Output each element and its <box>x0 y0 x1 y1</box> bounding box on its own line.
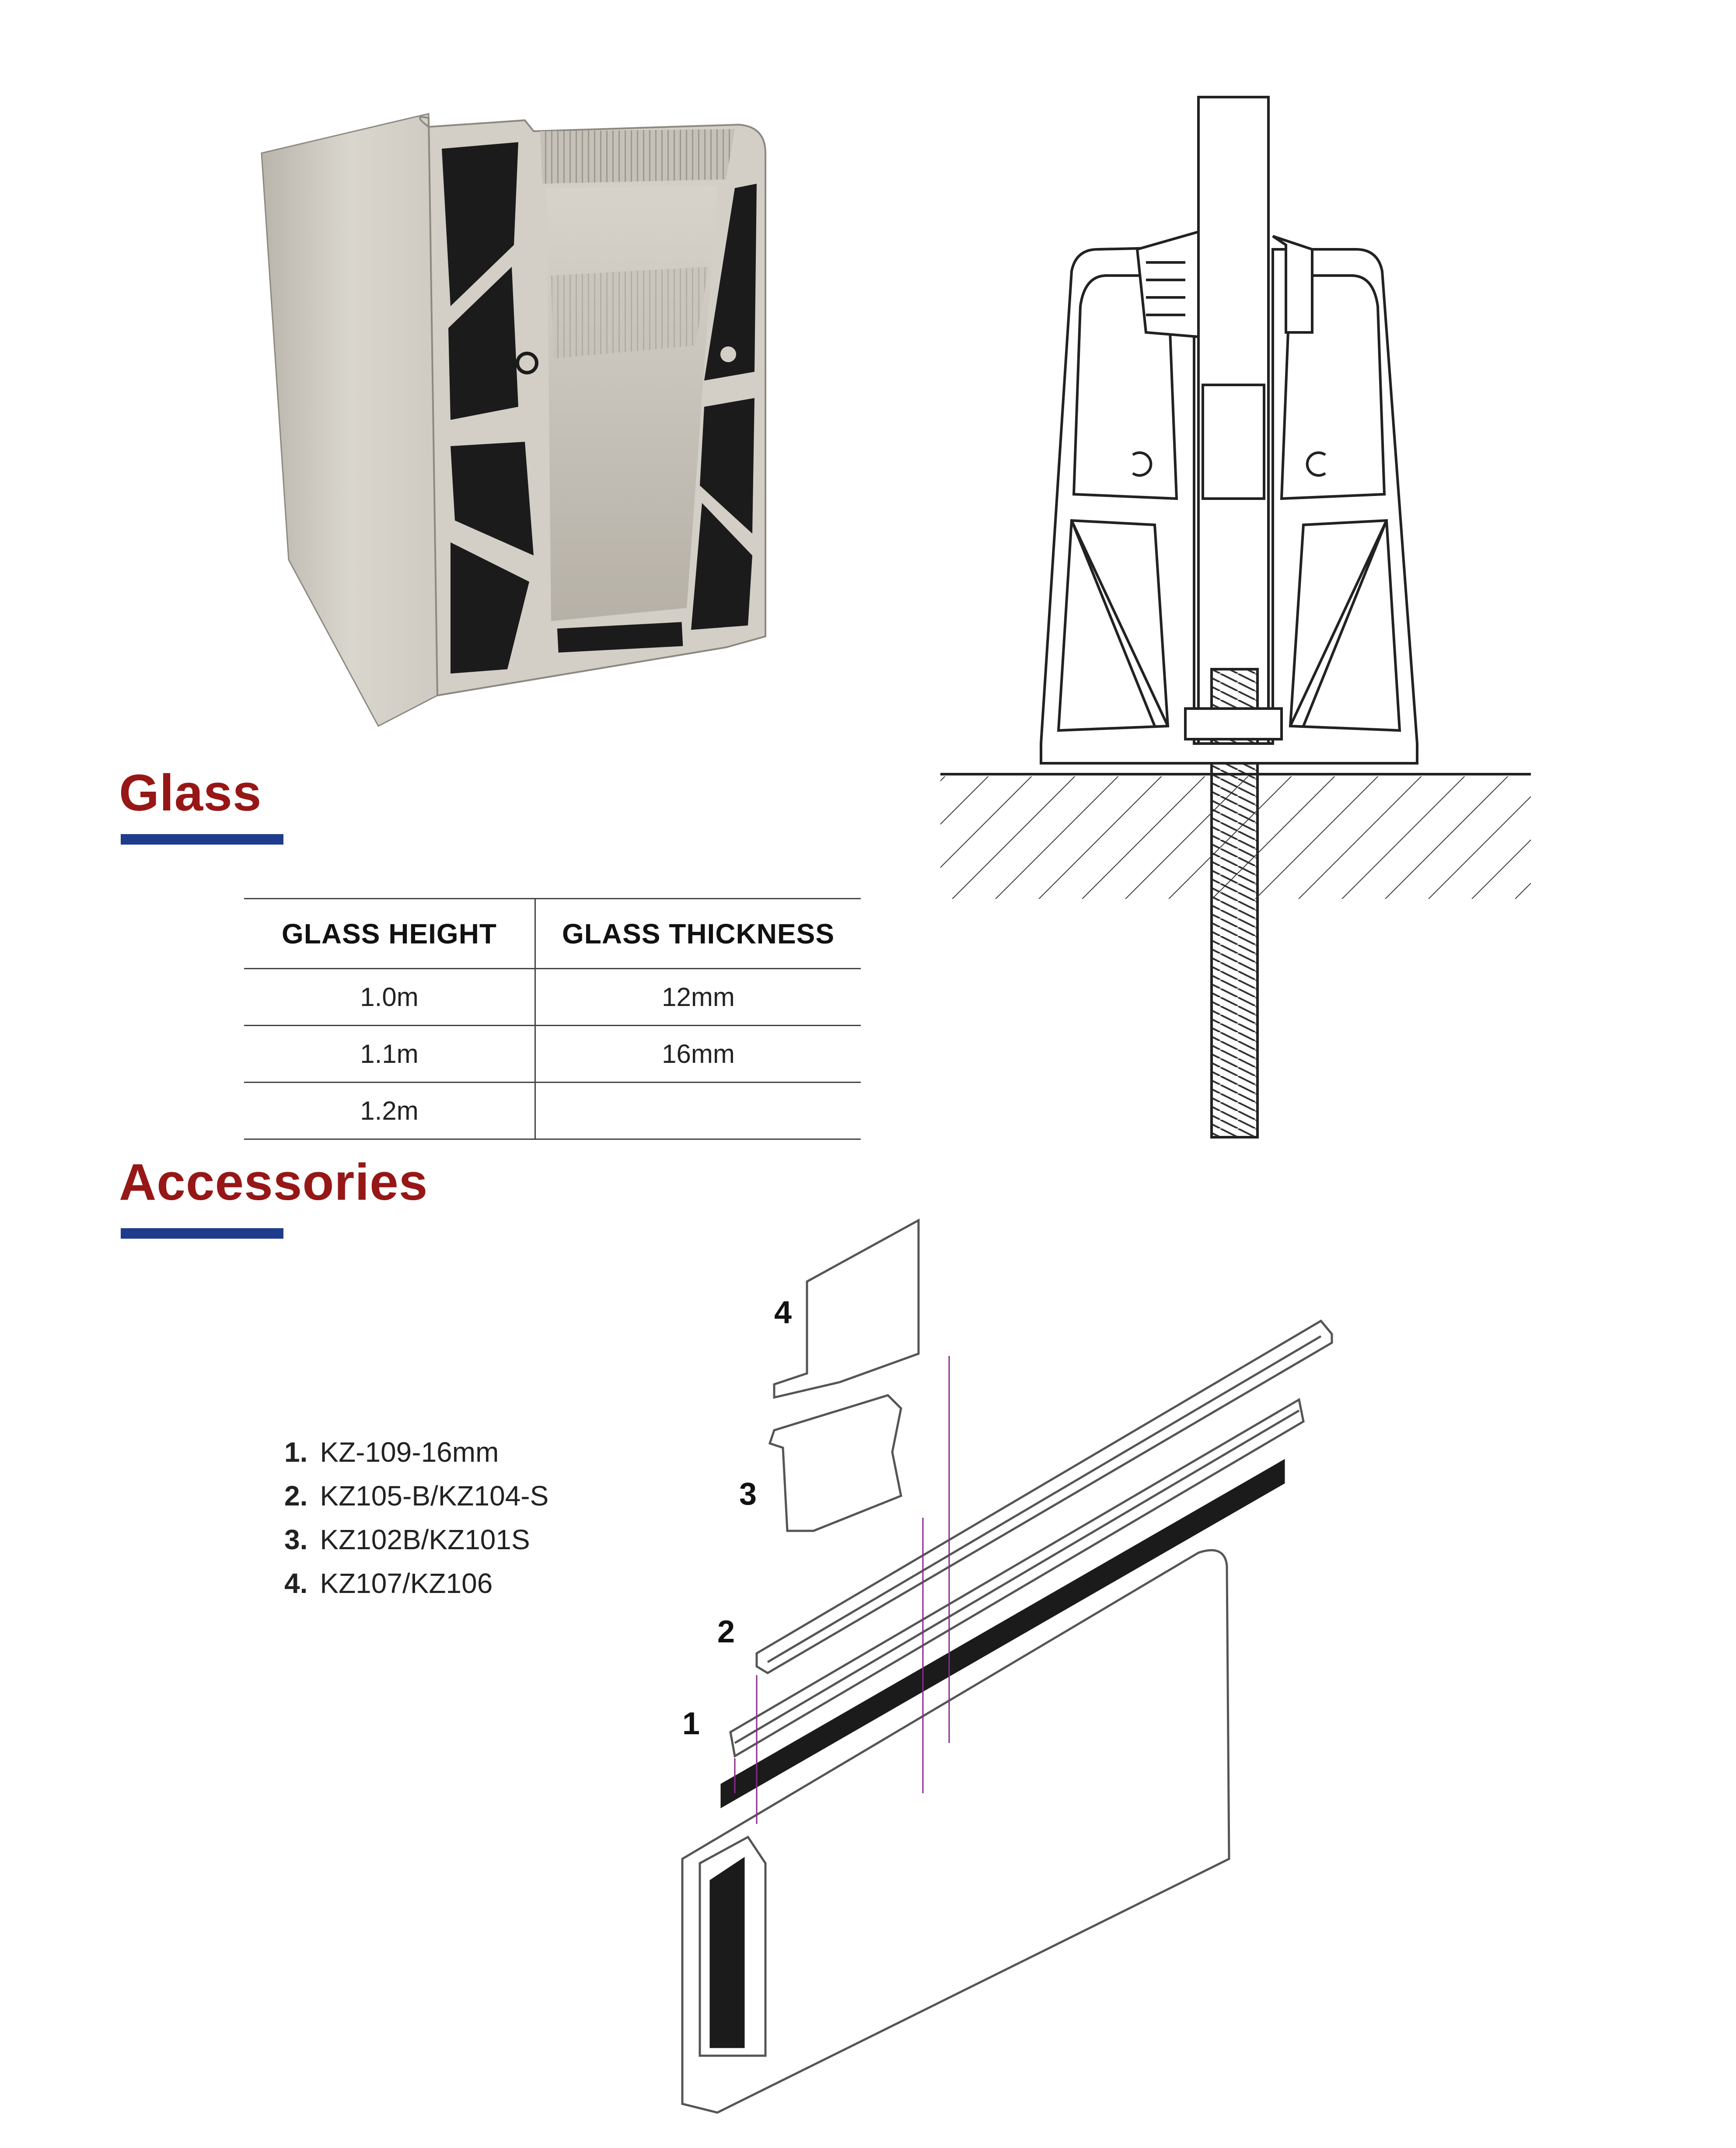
part-3-clip <box>770 1395 901 1531</box>
glass-heading: Glass <box>119 764 262 822</box>
accessories-list <box>284 1430 548 1605</box>
glass-thickness-cell <box>535 1083 861 1139</box>
list-item <box>284 1474 548 1518</box>
list-item <box>284 1518 548 1561</box>
list-item <box>284 1561 548 1605</box>
accessories-heading: Accessories <box>119 1153 428 1211</box>
table-header-row <box>244 899 861 969</box>
callout-1: 1 <box>682 1706 700 1741</box>
glass-height-cell: 1.1m <box>244 1026 535 1083</box>
profile-product-photo <box>245 101 796 735</box>
glass-height-cell: 1.2m <box>244 1083 535 1139</box>
list-item <box>284 1430 548 1474</box>
table-row <box>244 1026 861 1083</box>
item-code: KZ105-B/KZ104-S <box>320 1480 549 1512</box>
callout-2: 2 <box>717 1614 735 1649</box>
item-code: KZ102B/KZ101S <box>320 1524 530 1555</box>
exploded-assembly-drawing <box>656 1216 1400 2134</box>
callout-3: 3 <box>739 1477 757 1512</box>
item-number: 1. <box>284 1436 308 1468</box>
glass-height-header: GLASS HEIGHT <box>244 899 535 969</box>
table-row <box>244 969 861 1026</box>
glass-height-cell: 1.0m <box>244 969 535 1026</box>
glass-spec-table <box>244 898 861 1140</box>
glass-thickness-cell: 16mm <box>535 1026 861 1083</box>
callout-4: 4 <box>774 1295 792 1330</box>
item-code: KZ-109-16mm <box>320 1436 499 1468</box>
table-row <box>244 1083 861 1139</box>
item-code: KZ107/KZ106 <box>320 1568 493 1599</box>
glass-thickness-cell: 12mm <box>535 969 861 1026</box>
item-number: 3. <box>284 1524 308 1555</box>
glass-heading-underline <box>121 834 283 845</box>
item-number: 4. <box>284 1568 308 1599</box>
accessories-heading-underline <box>121 1228 283 1239</box>
glass-thickness-header: GLASS THICKNESS <box>535 899 861 969</box>
part-4-cover-plate <box>774 1220 919 1397</box>
item-number: 2. <box>284 1480 308 1512</box>
cross-section-drawing <box>940 87 1531 1150</box>
